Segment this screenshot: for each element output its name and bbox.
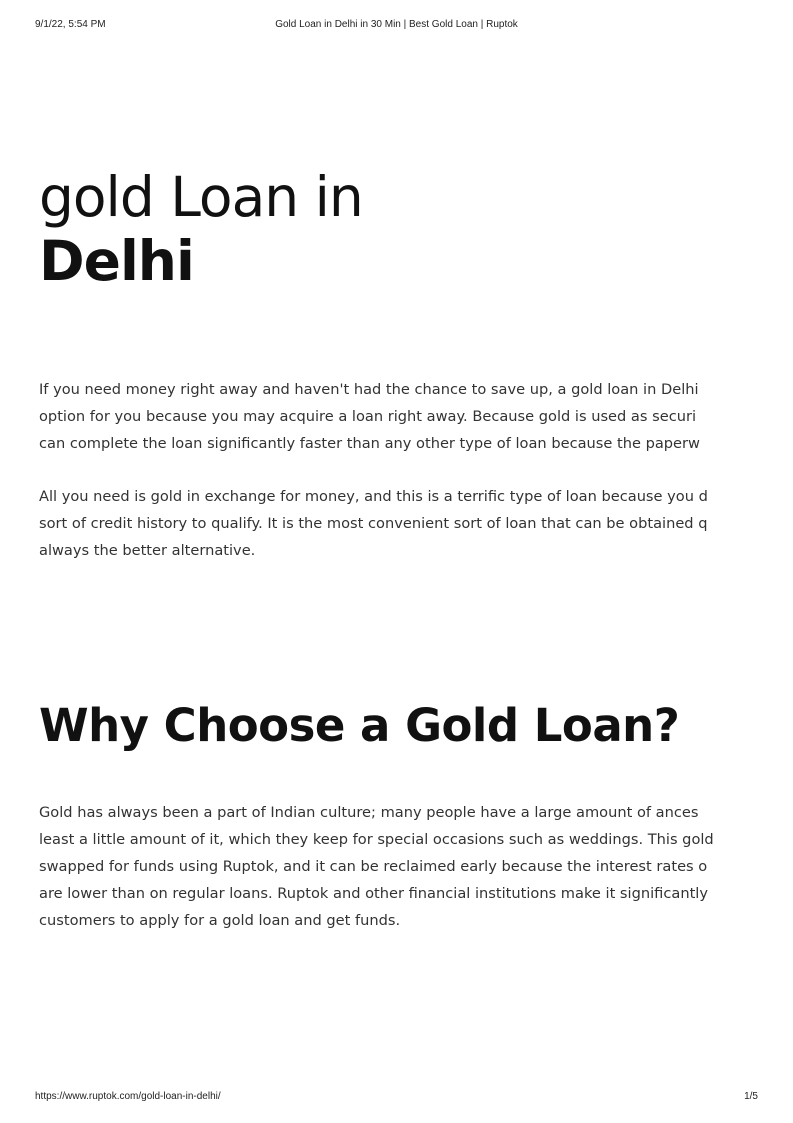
section-heading: Why Choose a Gold Loan?: [39, 699, 680, 752]
print-page-number: 1/5: [744, 1091, 758, 1102]
paragraph-line: can complete the loan significantly faster than any other type of loan because the paperw: [39, 435, 700, 452]
article-content: [39, 0, 759, 1123]
intro-paragraph-2: [39, 483, 759, 564]
paragraph-line: sort of credit history to qualify. It is the most convenient sort of loan that can be obtained q: [39, 515, 708, 532]
paragraph-line: customers to apply for a gold loan and get funds.: [39, 912, 401, 929]
paragraph-line: All you need is gold in exchange for money, and this is a terrific type of loan because you d: [39, 488, 708, 505]
intro-paragraph-1: [39, 376, 759, 457]
page-title-line-2: Delhi: [39, 229, 194, 293]
print-url: https://www.ruptok.com/gold-loan-in-delhi/: [35, 1091, 221, 1102]
page-title: [39, 165, 363, 293]
print-page-title: Gold Loan in Delhi in 30 Min | Best Gold Loan | Ruptok: [275, 19, 518, 30]
paragraph-line: swapped for funds using Ruptok, and it can be reclaimed early because the interest rates o: [39, 858, 708, 875]
paragraph-line: are lower than on regular loans. Ruptok and other financial institutions make it significantly: [39, 885, 708, 902]
paragraph-line: option for you because you may acquire a loan right away. Because gold is used as securi: [39, 408, 697, 425]
paragraph-line: If you need money right away and haven't had the chance to save up, a gold loan in Delhi: [39, 381, 699, 398]
print-datetime: 9/1/22, 5:54 PM: [35, 19, 106, 30]
page-title-line-1: gold Loan in: [39, 165, 363, 229]
paragraph-line: least a little amount of it, which they keep for special occasions such as weddings. This gold: [39, 831, 714, 848]
section-paragraph: [39, 799, 759, 934]
paragraph-line: always the better alternative.: [39, 542, 256, 559]
paragraph-line: Gold has always been a part of Indian culture; many people have a large amount of ances: [39, 804, 699, 821]
